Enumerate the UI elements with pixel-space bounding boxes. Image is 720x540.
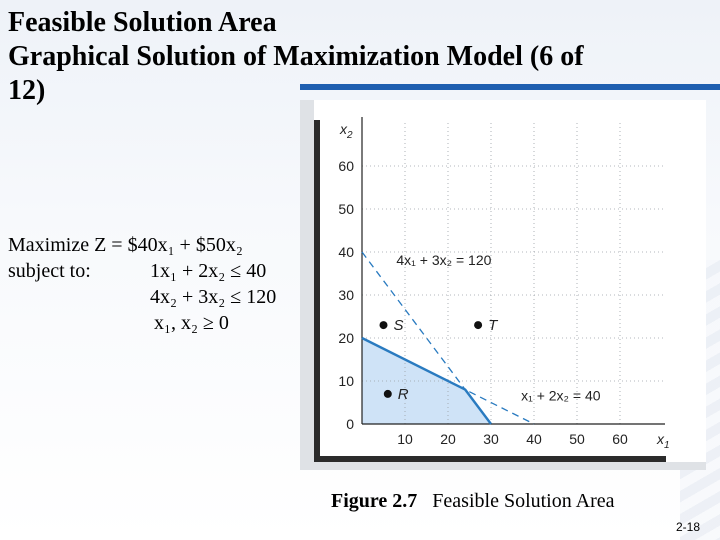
x-tick-label: 30	[483, 431, 499, 447]
constraint-label-2: x₁ + 2x₂ = 40	[521, 387, 601, 404]
constraint-row-1	[8, 258, 276, 284]
objective-row	[8, 232, 276, 258]
title-line-1: Feasible Solution Area	[8, 7, 277, 38]
figure-panel	[314, 100, 706, 462]
x-tick-label: 50	[569, 431, 585, 447]
constraint-1: 1x₁ + 2x₂ ≤ 40	[150, 260, 267, 282]
feasible-region-chart	[314, 100, 706, 462]
figure-caption	[331, 490, 615, 513]
point-label-S: S	[393, 317, 404, 335]
nonnegativity-constraint: x₁, x₂ ≥ 0	[154, 312, 229, 334]
x-tick-label: 60	[612, 431, 628, 447]
y-axis-label: $x_2$	[340, 121, 353, 141]
page-number: 2-18	[675, 520, 700, 534]
constraint-2: 4x₂ + 3x₂ ≤ 120	[150, 286, 277, 308]
y-tick-label: 40	[338, 244, 354, 260]
title-line-2: Graphical Solution of Maximization Model (6 of	[8, 41, 584, 72]
constraint-row-3	[8, 310, 276, 336]
objective-function: Maximize Z = $40x₁ + $50x₂	[8, 234, 243, 256]
figure-title: Feasible Solution Area	[432, 490, 615, 512]
title-line-3: 12)	[8, 75, 46, 106]
lp-model	[8, 232, 276, 336]
x-axis-label: $x_1$	[657, 431, 670, 451]
x-tick-label: 10	[397, 431, 413, 447]
y-tick-label: 50	[338, 201, 354, 217]
point-T	[474, 321, 482, 329]
point-label-T: T	[488, 317, 498, 335]
constraint-label-1: 4x₁ + 3x₂ = 120	[396, 251, 492, 268]
y-tick-label: 10	[338, 373, 354, 389]
figure-label: Figure 2.7	[331, 490, 418, 512]
point-label-R: R	[397, 385, 409, 403]
y-tick-label: 0	[346, 416, 354, 432]
x-tick-label: 40	[526, 431, 542, 447]
point-R	[384, 390, 392, 398]
y-tick-label: 60	[338, 158, 354, 174]
slide-title	[8, 6, 708, 108]
x-tick-label: 20	[440, 431, 456, 447]
y-tick-label: 30	[338, 287, 354, 303]
constraint-row-2	[8, 284, 276, 310]
y-tick-label: 20	[338, 330, 354, 346]
subject-to-label: subject to:	[8, 260, 91, 282]
point-S	[380, 321, 388, 329]
